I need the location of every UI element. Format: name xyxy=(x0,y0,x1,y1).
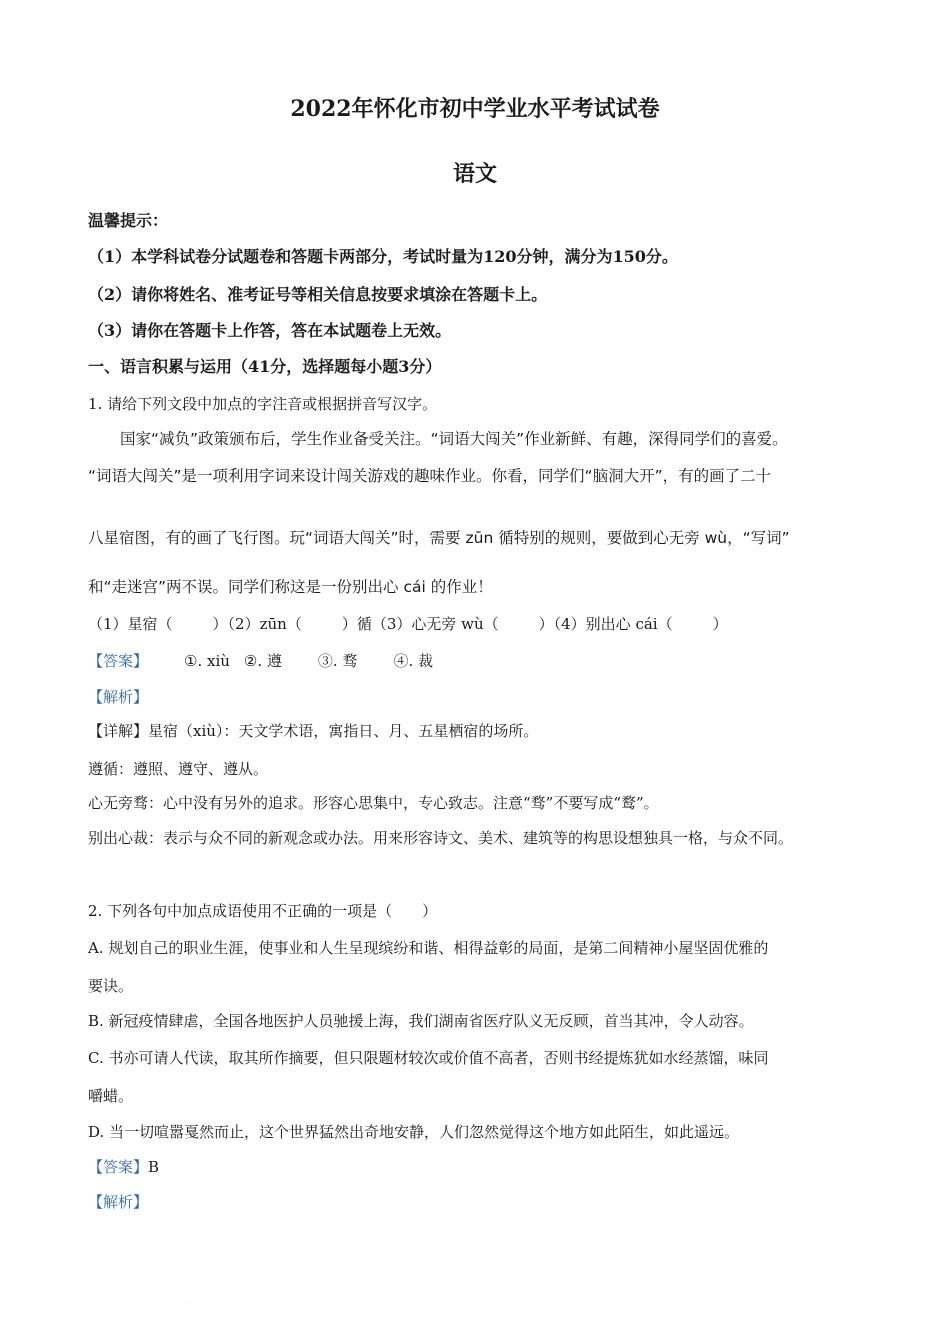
blank-list xyxy=(88,613,728,635)
option-a-line-1: A. 规划自己的职业生涯，使事业和人生呈现缤纷和谐、相得益彰的局面，是第二间精神小屋坚固优雅的 xyxy=(88,939,769,957)
analysis-label: 【解析】 xyxy=(88,688,149,706)
subject-title: 语文 xyxy=(452,161,497,187)
detail-row-1 xyxy=(88,720,538,742)
answer-1: ①. xiù xyxy=(184,652,230,670)
answer-row-2 xyxy=(88,1156,159,1178)
footer-mark: · xyxy=(188,1300,190,1307)
blank-4: ）（4）别出心 cái（ xyxy=(538,615,673,633)
blank-3: ）循（3）心无旁 wù（ xyxy=(341,615,499,633)
answer-4: ④. 裁 xyxy=(393,652,433,670)
exam-title: 2022年怀化市初中学业水平考试试卷 xyxy=(290,96,660,122)
option-b: B. 新冠疫情肆虐，全国各地医护人员驰援上海，我们湖南省医疗队义无反顾，首当其冲，令人动容。 xyxy=(88,1012,754,1030)
answer-value-2: B xyxy=(148,1158,160,1176)
option-d: D. 当一切喧嚣戛然而止，这个世界猛然出奇地安静，人们忽然觉得这个地方如此陌生，如此遥远。 xyxy=(88,1123,740,1141)
passage-line-3: 八星宿图，有的画了飞行图。玩“词语大闯关”时，需要 zūn 循特别的规则，要做到心无旁 wù，“写词” xyxy=(88,529,790,547)
detail-row-3: 心无旁骛：心中没有另外的追求。形容心思集中，专心致志。注意“骛”不要写成“鹜”。 xyxy=(88,794,659,812)
question-2-stem: 2. 下列各句中加点成语使用不正确的一项是（ ） xyxy=(88,902,438,920)
answer-2: ②. 遵 xyxy=(243,652,282,670)
analysis-label-2: 【解析】 xyxy=(88,1193,149,1211)
answer-label-2: 【答案】 xyxy=(88,1158,149,1176)
answer-label: 【答案】 xyxy=(88,652,149,670)
option-c-line-2: 嚼蜡。 xyxy=(88,1087,134,1105)
answer-row-1 xyxy=(88,650,433,672)
answer-3: ③. 骛 xyxy=(317,652,358,670)
detail-row-4: 别出心裁：表示与众不同的新观念或办法。用来形容诗文、美术、建筑等的构思设想独具一格，与众不同。 xyxy=(88,829,794,847)
option-a-line-2: 要诀。 xyxy=(88,977,134,995)
blank-2: ）（2）zūn（ xyxy=(212,615,302,633)
detail-text-1: 星宿（xiù）：天文学术语，寓指日、月、五星栖宿的场所。 xyxy=(148,722,539,740)
tip-item-2: （2）请你将姓名、准考证号等相关信息按要求填涂在答题卡上。 xyxy=(88,285,548,304)
section-heading: 一、语言积累与运用（41分，选择题每小题3分） xyxy=(88,357,442,376)
blank-1: （1）星宿（ xyxy=(88,615,173,633)
passage-line-2: “词语大闯关”是一项利用字词来设计闯关游戏的趣味作业。你看，同学们“脑洞大开”，有的画了二十 xyxy=(88,467,772,485)
passage-line-4: 和“走迷宫”两不误。同学们称这是一份别出心 cái 的作业！ xyxy=(88,578,493,596)
passage-line-1: 国家“减负”政策颁布后，学生作业备受关注。“词语大闯关”作业新鲜、有趣，深得同学们的喜爱。 xyxy=(120,430,788,448)
detail-row-2: 遵循：遵照、遵守、遵从。 xyxy=(88,760,269,778)
question-1-stem: 1. 请给下列文段中加点的字注音或根据拼音写汉字。 xyxy=(88,395,438,413)
detail-label: 【详解】 xyxy=(88,722,149,740)
blank-5: ） xyxy=(712,615,728,633)
tip-item-3: （3）请你在答题卡上作答，答在本试题卷上无效。 xyxy=(88,321,452,340)
option-c-line-1: C. 书亦可请人代读，取其所作摘要，但只限题材较次或价值不高者，否则书经提炼犹如水经蒸馏，味同 xyxy=(88,1049,769,1067)
tip-item-1: （1）本学科试卷分试题卷和答题卡两部分，考试时量为120分钟，满分为150分。 xyxy=(88,247,678,266)
tips-heading: 温馨提示： xyxy=(88,211,169,230)
